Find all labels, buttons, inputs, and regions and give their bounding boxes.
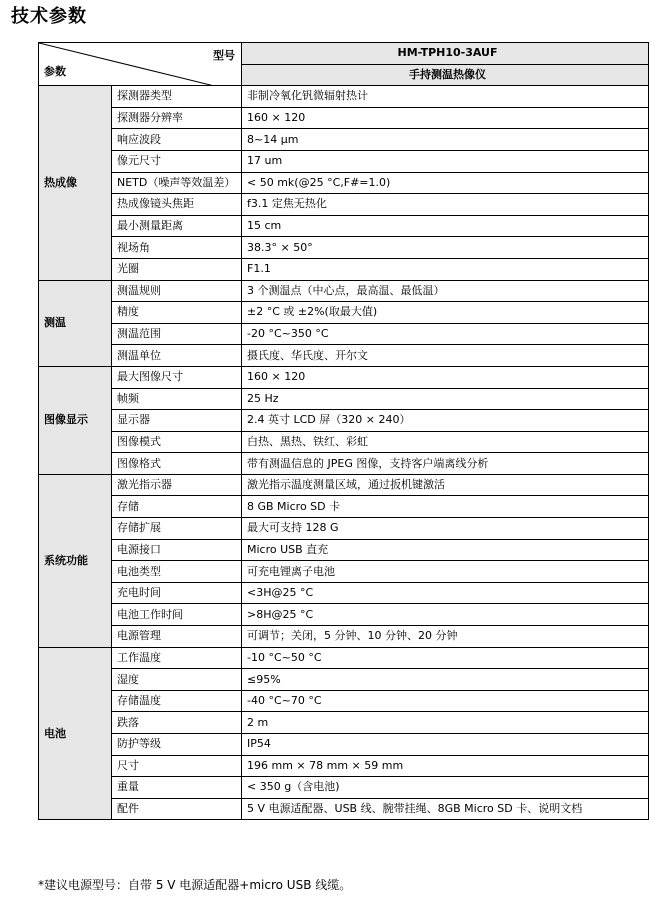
table-row <box>39 582 649 604</box>
param-name: NETD（噪声等效温差） <box>112 172 242 194</box>
param-value: 带有测温信息的 JPEG 图像，支持客户端离线分析 <box>242 453 649 475</box>
section-name: 电池 <box>39 647 112 820</box>
param-name: 跌落 <box>112 712 242 734</box>
param-value: 8~14 μm <box>242 129 649 151</box>
param-value: 15 cm <box>242 215 649 237</box>
table-row <box>39 798 649 820</box>
param-value: < 350 g（含电池) <box>242 777 649 799</box>
table-row <box>39 194 649 216</box>
param-name: 精度 <box>112 302 242 324</box>
param-value: -40 °C~70 °C <box>242 690 649 712</box>
param-value: Micro USB 直充 <box>242 539 649 561</box>
model-label: 型号 <box>213 49 235 62</box>
table-row <box>39 129 649 151</box>
param-name: 显示器 <box>112 410 242 432</box>
param-name: 充电时间 <box>112 582 242 604</box>
header-corner-cell <box>39 43 242 86</box>
param-value: < 50 mk(@25 °C,F#=1.0) <box>242 172 649 194</box>
table-row <box>39 323 649 345</box>
diagonal-divider <box>39 43 242 86</box>
param-value: 最大可支持 128 G <box>242 518 649 540</box>
param-name: 存储 <box>112 496 242 518</box>
param-name: 测温规则 <box>112 280 242 302</box>
param-value: 摄氏度、华氏度、开尔文 <box>242 345 649 367</box>
param-value: F1.1 <box>242 258 649 280</box>
model-value: HM-TPH10-3AUF <box>242 43 649 65</box>
table-row <box>39 107 649 129</box>
product-name: 手持测温热像仪 <box>242 64 649 86</box>
param-value: 白热、黑热、铁红、彩虹 <box>242 431 649 453</box>
table-row <box>39 734 649 756</box>
table-row <box>39 345 649 367</box>
param-name: 电池类型 <box>112 561 242 583</box>
table-row <box>39 690 649 712</box>
param-name: 存储温度 <box>112 690 242 712</box>
param-value: 25 Hz <box>242 388 649 410</box>
table-row <box>39 172 649 194</box>
param-name: 电源管理 <box>112 626 242 648</box>
param-name: 电源接口 <box>112 539 242 561</box>
param-value: >8H@25 °C <box>242 604 649 626</box>
section-name: 测温 <box>39 280 112 366</box>
param-value: -10 °C~50 °C <box>242 647 649 669</box>
param-name: 探测器类型 <box>112 86 242 108</box>
table-row <box>39 366 649 388</box>
table-row <box>39 496 649 518</box>
table-row <box>39 237 649 259</box>
param-name: 热成像镜头焦距 <box>112 194 242 216</box>
table-row <box>39 669 649 691</box>
param-name: 尺寸 <box>112 755 242 777</box>
table-row <box>39 302 649 324</box>
param-value: 8 GB Micro SD 卡 <box>242 496 649 518</box>
table-row <box>39 604 649 626</box>
param-name: 电池工作时间 <box>112 604 242 626</box>
param-value: 激光指示温度测量区域，通过扳机键激活 <box>242 474 649 496</box>
param-value: 3 个测温点（中心点，最高温、最低温） <box>242 280 649 302</box>
param-value: ±2 °C 或 ±2%(取最大值) <box>242 302 649 324</box>
param-name: 测温单位 <box>112 345 242 367</box>
param-name: 响应波段 <box>112 129 242 151</box>
param-value: 2.4 英寸 LCD 屏（320 × 240） <box>242 410 649 432</box>
param-name: 重量 <box>112 777 242 799</box>
param-value: 2 m <box>242 712 649 734</box>
param-value: 196 mm × 78 mm × 59 mm <box>242 755 649 777</box>
param-value: ≤95% <box>242 669 649 691</box>
table-row <box>39 410 649 432</box>
param-name: 防护等级 <box>112 734 242 756</box>
header-row <box>39 43 649 65</box>
param-name: 最小测量距离 <box>112 215 242 237</box>
table-row <box>39 539 649 561</box>
table-row <box>39 453 649 475</box>
param-name: 工作温度 <box>112 647 242 669</box>
section-name: 系统功能 <box>39 474 112 647</box>
table-row <box>39 561 649 583</box>
param-name: 存储扩展 <box>112 518 242 540</box>
table-row <box>39 777 649 799</box>
param-name: 帧频 <box>112 388 242 410</box>
table-row <box>39 431 649 453</box>
param-name: 图像格式 <box>112 453 242 475</box>
table-row <box>39 258 649 280</box>
param-value: -20 °C~350 °C <box>242 323 649 345</box>
param-name: 探测器分辨率 <box>112 107 242 129</box>
footnote: *建议电源型号：自带 5 V 电源适配器+micro USB 线缆。 <box>38 878 352 892</box>
spec-table-body <box>39 43 649 820</box>
param-name: 图像模式 <box>112 431 242 453</box>
param-value: 5 V 电源适配器、USB 线、腕带挂绳、8GB Micro SD 卡、说明文档 <box>242 798 649 820</box>
spec-table <box>38 42 649 820</box>
section-name: 图像显示 <box>39 366 112 474</box>
page-title: 技术参数 <box>11 6 87 27</box>
param-value: f3.1 定焦无热化 <box>242 194 649 216</box>
table-row <box>39 150 649 172</box>
table-row <box>39 647 649 669</box>
table-row <box>39 474 649 496</box>
table-row <box>39 626 649 648</box>
table-row <box>39 215 649 237</box>
param-value: 可调节；关闭，5 分钟、10 分钟、20 分钟 <box>242 626 649 648</box>
param-value: 160 × 120 <box>242 366 649 388</box>
param-name: 配件 <box>112 798 242 820</box>
table-row <box>39 86 649 108</box>
param-name: 光圈 <box>112 258 242 280</box>
table-row <box>39 755 649 777</box>
param-name: 视场角 <box>112 237 242 259</box>
table-row <box>39 388 649 410</box>
table-row <box>39 712 649 734</box>
param-value: <3H@25 °C <box>242 582 649 604</box>
param-value: 38.3° × 50° <box>242 237 649 259</box>
table-row <box>39 280 649 302</box>
param-name: 像元尺寸 <box>112 150 242 172</box>
section-name: 热成像 <box>39 86 112 280</box>
param-value: IP54 <box>242 734 649 756</box>
param-name: 测温范围 <box>112 323 242 345</box>
param-value: 17 um <box>242 150 649 172</box>
param-name: 湿度 <box>112 669 242 691</box>
param-label: 参数 <box>44 65 66 79</box>
param-name: 最大图像尺寸 <box>112 366 242 388</box>
param-name: 激光指示器 <box>112 474 242 496</box>
param-value: 非制冷氧化钒微辐射热计 <box>242 86 649 108</box>
table-row <box>39 518 649 540</box>
param-value: 160 × 120 <box>242 107 649 129</box>
param-value: 可充电锂离子电池 <box>242 561 649 583</box>
